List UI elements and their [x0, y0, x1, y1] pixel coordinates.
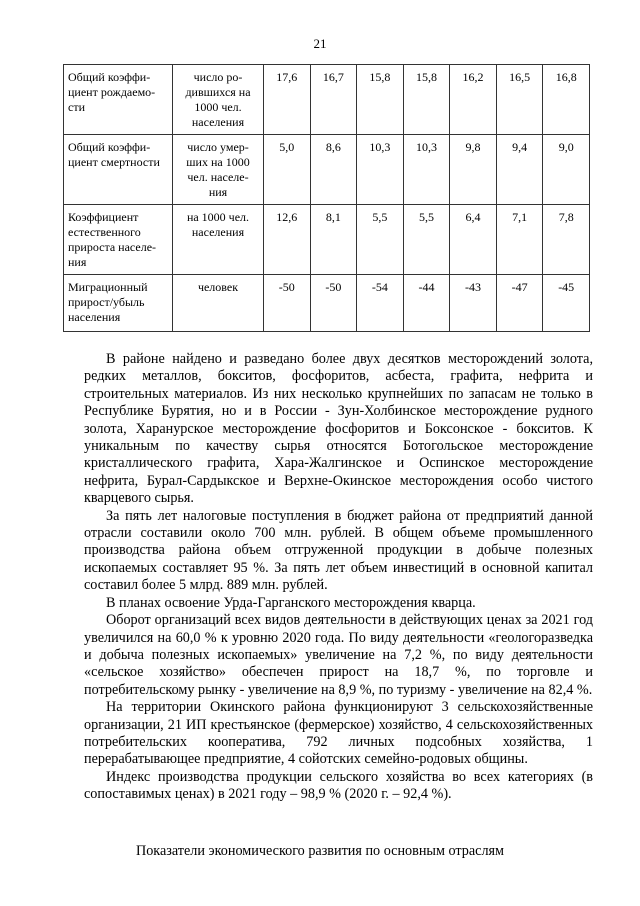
value-cell: 8,6	[310, 135, 357, 205]
value-cell: -43	[450, 275, 497, 332]
paragraph-tax-revenue: За пять лет налоговые поступления в бюджет района от предприятий данной отрасли составили около 700 млн. рублей. В общем объеме промышленного производства района объем отгруженной продукции в добыче полезных ископаемых составляет 95 %. За пять лет объем инвестиций в основной капитал составил более 5 млрд. 889 млн. рублей.	[84, 507, 593, 594]
value-cell: 7,1	[496, 205, 543, 275]
value-cell: 5,5	[403, 205, 450, 275]
table-row	[64, 135, 590, 205]
value-cell: 15,8	[357, 65, 404, 135]
value-cell: 5,5	[357, 205, 404, 275]
value-cell: 6,4	[450, 205, 497, 275]
value-cell: 16,7	[310, 65, 357, 135]
indicator-cell: Коэффициент естественного прироста населе- ния	[64, 205, 173, 275]
paragraph-agriculture-orgs: На территории Окинского района функционируют 3 сельскохозяйственные организации, 21 ИП крестьянское (фермерское) хозяйство, 4 сельскохозяйственных потребительских кооператива, 792 личных подсобных хозяйства, 1 перерабатывающее предприятие, 4 сойотских семейно-родовых общины.	[84, 699, 593, 768]
table-row	[64, 275, 590, 332]
value-cell: 12,6	[264, 205, 311, 275]
paragraph-quartz-plans: В планах освоение Урда-Гарганского месторождения кварца.	[106, 594, 476, 611]
indicator-cell: Общий коэффи- циент смертности	[64, 135, 173, 205]
section-heading: Показатели экономического развития по основным отраслям	[135, 843, 505, 859]
value-cell: 9,4	[496, 135, 543, 205]
paragraph-production-index: Индекс производства продукции сельского хозяйства во всех категориях (в сопоставимых ценах) в 2021 году – 98,9 % (2020 г. – 92,4 %).	[84, 768, 593, 803]
value-cell: 8,1	[310, 205, 357, 275]
value-cell: 9,0	[543, 135, 590, 205]
value-cell: -45	[543, 275, 590, 332]
unit-cell: на 1000 чел. населения	[173, 205, 264, 275]
page-number: 21	[313, 36, 327, 51]
value-cell: 9,8	[450, 135, 497, 205]
value-cell: 10,3	[357, 135, 404, 205]
value-cell: 15,8	[403, 65, 450, 135]
body-text	[84, 351, 593, 804]
value-cell: 16,5	[496, 65, 543, 135]
table-row	[64, 65, 590, 135]
value-cell: 5,0	[264, 135, 311, 205]
value-cell: 16,2	[450, 65, 497, 135]
paragraph-turnover: Оборот организаций всех видов деятельности в действующих ценах за 2021 год увеличился на 60,0 % к уровню 2020 года. По виду деятельности «геологоразведка и добыча полезных ископаемых» увеличение на 7,2 %, по виду деятельности «сельское хозяйство» обеспечен прирост на 18,7 %, по торговле и потребительскому рынку - увеличение на 8,9 %, по туризму - увеличение на 82,4 %.	[84, 612, 593, 698]
value-cell: -44	[403, 275, 450, 332]
unit-cell: человек	[173, 275, 264, 332]
unit-cell: число ро- дившихся на 1000 чел. населения	[173, 65, 264, 135]
indicator-cell: Миграционный прирост/убыль населения	[64, 275, 173, 332]
unit-cell: число умер- ших на 1000 чел. населе- ния	[173, 135, 264, 205]
indicator-cell: Общий коэффи- циент рождаемо- сти	[64, 65, 173, 135]
value-cell: 10,3	[403, 135, 450, 205]
value-cell: -47	[496, 275, 543, 332]
value-cell: -50	[310, 275, 357, 332]
value-cell: 16,8	[543, 65, 590, 135]
value-cell: 17,6	[264, 65, 311, 135]
demographics-table	[63, 64, 590, 332]
value-cell: -54	[357, 275, 404, 332]
value-cell: -50	[264, 275, 311, 332]
value-cell: 7,8	[543, 205, 590, 275]
paragraph-deposits: В районе найдено и разведано более двух десятков месторождений золота, редких металлов, бокситов, фосфоритов, асбеста, графита, нефрита и строительных материалов. Из них несколько крупнейших по запасам не только в Республике Бурятия, но и в России - Зун-Холбинское месторождение рудного золота, Харанурское месторождение фосфоритов и Боксонское - бокситов. К уникальным по качеству сырья относятся Ботогольское месторождение кристаллического графита, Хара-Жалгинское и Оспинское месторождение нефрита, Бурал-Сардыкское и Верхне-Окинское месторождения особо чистого кварцевого сырья.	[84, 351, 593, 507]
table-row	[64, 205, 590, 275]
